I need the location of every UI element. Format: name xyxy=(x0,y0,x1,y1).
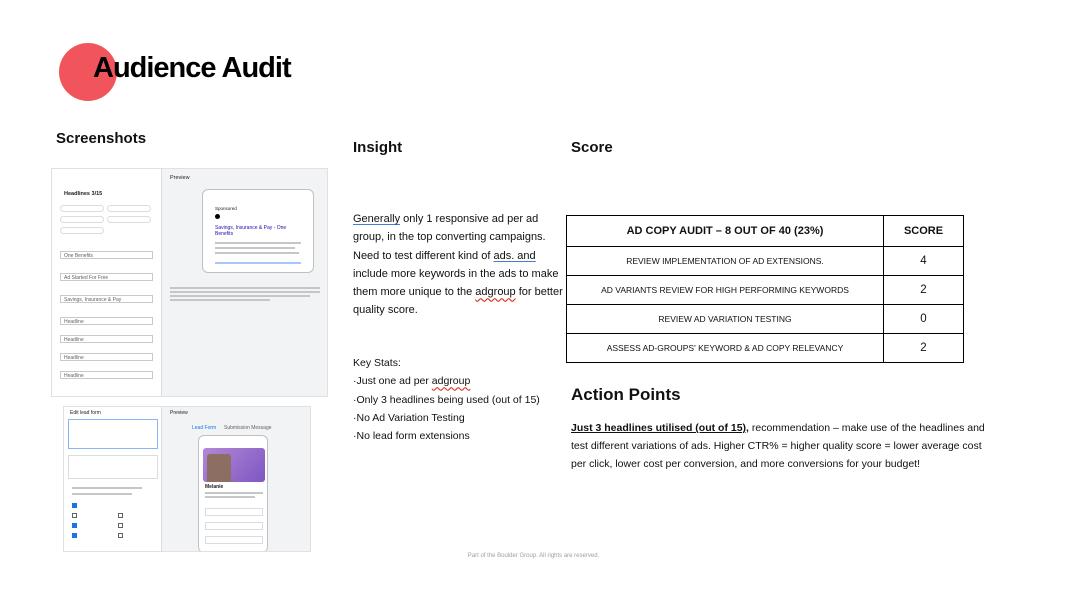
audit-score-table xyxy=(566,215,964,363)
page-title: Audience Audit xyxy=(93,52,291,84)
row-label: REVIEW IMPLEMENTATION OF AD EXTENSIONS. xyxy=(567,247,884,276)
key-stats-title: Key Stats: xyxy=(353,357,401,369)
table-header-row xyxy=(567,216,964,247)
insight-word-adgroup: adgroup xyxy=(475,286,516,299)
table-row xyxy=(567,247,964,276)
key-stat-item: ·No lead form extensions xyxy=(353,430,470,443)
row-label: REVIEW AD VARIATION TESTING xyxy=(567,305,884,334)
screenshots-heading: Screenshots xyxy=(56,130,147,147)
insight-word-ads: ads. and xyxy=(493,249,536,262)
table-header-audit: AD COPY AUDIT – 8 OUT OF 40 (23%) xyxy=(567,216,884,247)
lead-form-label: Edit lead form xyxy=(70,410,101,416)
table-row xyxy=(567,334,964,363)
screenshot-headlines-editor xyxy=(51,168,328,397)
table-row xyxy=(567,305,964,334)
headlines-label: Headlines 3/15 xyxy=(64,191,103,197)
headline-field: Ad Started For Free xyxy=(60,273,153,281)
action-points-heading: Action Points xyxy=(571,385,681,404)
row-label: AD VARIANTS REVIEW FOR HIGH PERFORMING KEYWORDS xyxy=(567,276,884,305)
row-score: 2 xyxy=(884,276,964,305)
phone-ad-preview xyxy=(202,189,314,273)
tab-lead-form: Lead Form xyxy=(192,425,217,431)
preview-label: Preview xyxy=(170,410,188,416)
key-stat-item: ·Only 3 headlines being used (out of 15) xyxy=(353,393,540,406)
row-score: 4 xyxy=(884,247,964,276)
phone-lead-form-preview xyxy=(198,435,268,552)
action-points-text: Just 3 headlines utilised (out of 15), recommendation – make use of the headlines and test different variations of ads. Higher CTR% = higher quality score = lower average cost per click, lower cost per conversion, and more conversions for your budget! xyxy=(571,422,985,471)
headline-field: Savings, Insurance & Pay xyxy=(60,295,153,303)
key-stat-item: ·Just one ad per adgroup xyxy=(353,375,471,388)
headline-editor-panel xyxy=(52,169,162,396)
headline-field: Headline xyxy=(60,335,153,343)
headline-field: Headline xyxy=(60,353,153,361)
row-score: 2 xyxy=(884,334,964,363)
headline-field: Headline xyxy=(60,371,153,379)
insight-word-generally: Generally xyxy=(353,213,401,225)
headline-field: Headline xyxy=(60,317,153,325)
ad-headline: Savings, Insurance & Pay - One Benefits xyxy=(215,225,287,237)
preview-label: Preview xyxy=(170,175,190,181)
key-stat-item: ·No Ad Variation Testing xyxy=(353,411,465,424)
ad-sponsored-label: Sponsored xyxy=(215,206,237,211)
row-label: ASSESS AD-GROUPS' KEYWORD & AD COPY RELEVANCY xyxy=(567,334,884,363)
headline-field: One Benefits xyxy=(60,251,153,259)
lead-form-preview-panel xyxy=(164,407,310,551)
tab-submission-message: Submission Message xyxy=(224,425,272,431)
key-stats xyxy=(353,354,563,445)
table-row xyxy=(567,276,964,305)
insight-heading: Insight xyxy=(353,139,403,156)
insight-paragraph: Generally only 1 responsive ad per ad group, in the top converting campaigns. Need to test different kind of ads. and include more keywords in the ads to make them more unique to the adgroup for better quality score. xyxy=(353,213,563,317)
table-header-score: SCORE xyxy=(884,216,964,247)
lead-form-editor-panel xyxy=(64,407,162,551)
card-name: Melanie xyxy=(205,484,224,490)
screenshot-lead-form xyxy=(63,406,311,552)
row-score: 0 xyxy=(884,305,964,334)
footer-copyright: Part of the Boulder Group. All rights are reserved. xyxy=(467,553,600,559)
action-points-highlight: Just 3 headlines utilised (out of 15), xyxy=(571,422,749,434)
ad-preview-panel xyxy=(164,169,327,396)
score-heading: Score xyxy=(571,139,613,156)
